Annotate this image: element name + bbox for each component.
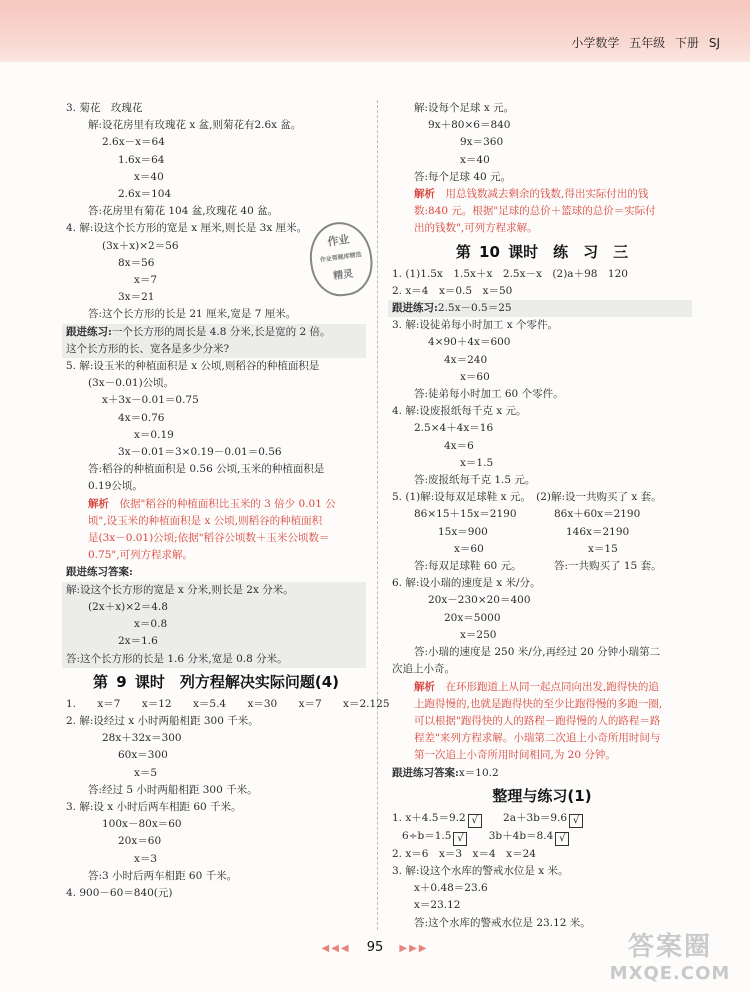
check-mark-icon: √	[555, 832, 569, 846]
header-grade: 五年级	[629, 36, 666, 50]
q4-line: 答:这个长方形的长是 21 厘米,宽是 7 厘米。	[88, 308, 297, 321]
follow-answer-label: 跟进练习答案:	[392, 766, 459, 779]
lesson9-line: 答:3 小时后两车相距 60 千米。	[88, 869, 238, 882]
review-q2: 2. x＝6 x＝3 x＝4 x＝24	[392, 847, 536, 860]
lesson9-heading: 第 9 课时 列方程解决实际问题(4)	[92, 672, 340, 691]
lesson10-line: 答:小瑞的速度是 250 米/分,再经过 20 分钟小瑞第二	[414, 646, 661, 659]
analysis-text: 用总钱数减去剩余的钱数,得出实际付出的钱	[445, 188, 649, 201]
review-eq: 1. x＋4.5＝9.2	[392, 811, 466, 824]
q1-answer: x＝5.4	[192, 697, 227, 710]
lesson9-line: 20x＝60	[118, 835, 162, 848]
analysis-label: 解析	[414, 188, 435, 201]
check-mark-icon: √	[569, 814, 583, 828]
lesson9-line: 100x－80x＝60	[102, 818, 182, 831]
lesson10-line: 答:徒弟每小时加工 60 个零件。	[414, 388, 564, 401]
analysis-text: 上跑得慢的,也就是跑得快的至少比跑得慢的多跑一圈,	[414, 697, 663, 710]
watermark-logo	[600, 926, 740, 984]
q1-answer: x＝7	[97, 697, 121, 710]
q3-line: 解:设花房里有玫瑰花 x 盆,则菊花有2.6x 盆。	[88, 119, 302, 132]
q5-cell: 86x＋60x＝2190	[554, 508, 641, 521]
lesson10-line: 20x＝5000	[444, 611, 501, 624]
q1-num: 1.	[66, 697, 77, 710]
lesson10-line: 4×90＋4x＝600	[428, 336, 511, 349]
lesson10-line: 3. 解:设徒弟每小时加工 x 个零件。	[392, 319, 558, 332]
follow-answer-line: 2x＝1.6	[118, 635, 158, 648]
q5-cell: x＝15	[588, 542, 618, 555]
q5-cell: 86×15＋15x＝2190	[414, 508, 517, 521]
review-eq: 2a＋3b＝9.6	[503, 811, 568, 824]
check-mark-icon: √	[453, 832, 467, 846]
lesson10-line: 4x＝240	[444, 353, 488, 366]
q5-cell: 答:每双足球鞋 60 元。	[414, 560, 522, 573]
analysis-label: 解析	[88, 497, 109, 510]
lesson10-line: 6. 解:设小瑞的速度是 x 米/分。	[392, 577, 541, 590]
lesson9-line: x＝5	[134, 766, 158, 779]
header-volume: 下册	[675, 36, 700, 50]
follow-label: 跟进练习:	[66, 325, 112, 338]
header-band	[0, 0, 750, 62]
q5-line: x＝0.19	[134, 428, 174, 441]
header-edition: SJ	[708, 36, 720, 50]
lesson10-line: x＝1.5	[460, 456, 494, 469]
left-arrows-icon: ◀◀◀	[321, 943, 351, 954]
q1-answer: x＝30	[247, 697, 278, 710]
q5-line: 5. 解:设玉米的种植面积是 x 公顷,则稻谷的种植面积是	[66, 360, 320, 373]
review1-heading: 整理与练习(1)	[492, 786, 592, 805]
q5-cell: 答:一共购买了 15 套。	[554, 560, 662, 573]
q5-line: 答:稻谷的种植面积是 0.56 公顷,玉米的种植面积是	[88, 463, 325, 476]
analysis-text: 顷",设玉米的种植面积是 x 公顷,则稻谷的种植面积	[88, 514, 323, 527]
lesson9-line: 2. 解:设经过 x 小时两船相距 300 千米。	[66, 714, 259, 727]
left-column	[66, 100, 390, 902]
q4-line: x＝7	[134, 274, 158, 287]
analysis-text: 数:840 元。根据"足球的总价＋篮球的总价＝实际付	[414, 205, 656, 218]
q4-line: (3x＋x)×2＝56	[102, 239, 179, 252]
lesson10-line: 20x－230×20＝400	[428, 594, 531, 607]
header-info	[571, 34, 720, 51]
lesson9-line: 答:经过 5 小时两船相距 300 千米。	[88, 783, 258, 796]
follow-practice-2	[388, 300, 692, 317]
lesson9-line: 3. 解:设 x 小时后两车相距 60 千米。	[66, 800, 242, 813]
lesson10-line: x＝60	[460, 370, 490, 383]
q4-line: 8x＝56	[118, 256, 155, 269]
q5-cell: x＝60	[454, 542, 484, 555]
q3-line: 1.6x＝64	[118, 153, 165, 166]
analysis-text: 依据"稻谷的种植面积比玉米的 3 倍少 0.01 公	[119, 497, 336, 510]
lesson10-line: 2.5×4＋4x＝16	[414, 422, 494, 435]
right-top-line: 解:设每个足球 x 元。	[414, 102, 515, 114]
follow-answer-line: 答:这个长方形的长是 1.6 分米,宽是 0.8 分米。	[66, 652, 288, 665]
right-top-line: 答:每个足球 40 元。	[414, 170, 512, 183]
stamp-middle: 作业帮题库精选	[319, 251, 363, 264]
q1-answer: x＝2.125	[343, 697, 390, 710]
right-arrows-icon: ▶▶▶	[399, 943, 429, 954]
analysis-text: 可以根据"跑得快的人的路程－跑得慢的人的路程＝路	[414, 714, 661, 727]
lesson10-line: 答:废报纸每千克 1.5 元。	[414, 474, 536, 487]
analysis-text: 出的钱数",可列方程求解。	[414, 222, 538, 235]
analysis-text: 在环形跑道上从同一起点同向出发,跑得快的追	[445, 680, 659, 693]
watermark-line2: MXQE.COM	[609, 963, 731, 984]
stamp-top: 作业	[326, 232, 351, 249]
q1-answer: x＝12	[141, 697, 172, 710]
follow-answer-line: 解:设这个长方形的宽是 x 分米,则长是 2x 分米。	[66, 583, 294, 596]
lesson9-line: x＝3	[134, 852, 158, 865]
follow-text: 一个长方形的周长是 4.8 分米,长是宽的 2 倍。	[111, 325, 331, 338]
q5-head-a: 5. (1)解:设每双足球鞋 x 元。	[392, 491, 526, 504]
analysis-text: 第一次追上小奇所用时间相同,为 20 分钟。	[414, 749, 616, 762]
q5-head-b: (2)解:设一共购买了 x 套。	[536, 491, 662, 504]
analysis-2	[392, 186, 692, 238]
analysis-text: 程差"来列方程求解。小瑞第二次追上小奇所用时间与	[414, 732, 661, 745]
stamp-bottom: 精灵	[332, 268, 354, 283]
review-line: x＋0.48＝23.6	[414, 882, 488, 895]
analysis-3	[392, 679, 692, 765]
q5-cell: 146x＝2190	[566, 525, 630, 538]
lesson10-heading: 第 10 课时 练 习 三	[455, 242, 629, 261]
review-eq: 6÷b＝1.5	[402, 829, 452, 842]
page-number: 95	[366, 940, 384, 955]
analysis-1	[66, 496, 366, 565]
lesson10-q2: 2. x＝4 x＝0.5 x＝50	[392, 284, 513, 297]
follow-answer: x＝10.2	[458, 766, 499, 779]
right-top-line: 9x＋80×6＝840	[428, 119, 511, 132]
q5-line: 3x－0.01＝3×0.19－0.01＝0.56	[118, 446, 282, 459]
watermark-line1: 答案圈	[627, 932, 712, 962]
q4-line: 4. 解:设这个长方形的宽是 x 厘米,则长是 3x 厘米。	[66, 222, 308, 235]
q5-line: 0.19公顷。	[88, 480, 143, 493]
review-line: 答:这个水库的警戒水位是 23.12 米。	[414, 916, 591, 929]
check-mark-icon: √	[468, 814, 482, 828]
header-subject: 小学数学	[571, 36, 620, 50]
follow-text: 2.5x－0.5＝25	[437, 302, 512, 315]
q3-line: 答:花房里有菊花 104 盆,玫瑰花 40 盆。	[88, 205, 279, 218]
lesson9-line: 60x＝300	[118, 749, 168, 762]
q1-answer: x＝7	[298, 697, 322, 710]
q3-line: 2.6x－x＝64	[102, 136, 165, 149]
lesson10-line: 4x＝6	[444, 439, 474, 452]
q3-line: x＝40	[134, 170, 164, 183]
q3-title: 3. 菊花 玫瑰花	[66, 102, 143, 114]
q5-line: x＋3x－0.01＝0.75	[102, 394, 199, 407]
right-column	[392, 100, 692, 932]
column-divider	[377, 100, 378, 930]
follow-practice-1	[62, 324, 366, 358]
follow-answer-line: x＝0.8	[134, 618, 168, 631]
lesson10-line: 次追上小奇。	[392, 663, 455, 676]
analysis-text: 0.75",可列方程求解。	[88, 549, 194, 562]
lesson10-line: 4. 解:设废报纸每千克 x 元。	[392, 405, 527, 418]
q5-line: 4x＝0.76	[118, 411, 165, 424]
follow-answer-1	[62, 582, 366, 668]
follow-text: 这个长方形的长、宽各是多少分米?	[66, 342, 230, 355]
q5-line: (3x－0.01)公顷。	[88, 377, 175, 390]
q3-line: 2.6x＝104	[118, 188, 172, 201]
lesson9-line: 4. 900－60＝840(元)	[66, 886, 173, 899]
review-eq: 3b＋4b＝8.4	[488, 829, 554, 842]
q5-cell: 15x＝900	[438, 525, 488, 538]
review-line: 3. 解:设这个水库的警戒水位是 x 米。	[392, 864, 569, 877]
follow-label: 跟进练习:	[392, 302, 438, 315]
right-top-line: x＝40	[460, 153, 490, 166]
lesson10-q1: 1. (1)1.5x 1.5x＋x 2.5x－x (2)a＋98 120	[392, 267, 628, 280]
right-top-line: 9x＝360	[460, 136, 504, 149]
q4-line: 3x＝21	[118, 291, 155, 304]
analysis-label: 解析	[414, 680, 435, 693]
lesson10-line: x＝250	[460, 628, 497, 641]
review-line: x＝23.12	[414, 899, 461, 912]
analysis-text: 是(3x－0.01)公顷;依据"稻谷公顷数＋玉米公顷数＝	[88, 532, 330, 545]
lesson9-line: 28x＋32x＝300	[102, 732, 182, 745]
follow-answer-label: 跟进练习答案:	[66, 566, 133, 579]
follow-answer-line: (2x＋x)×2＝4.8	[88, 600, 168, 613]
